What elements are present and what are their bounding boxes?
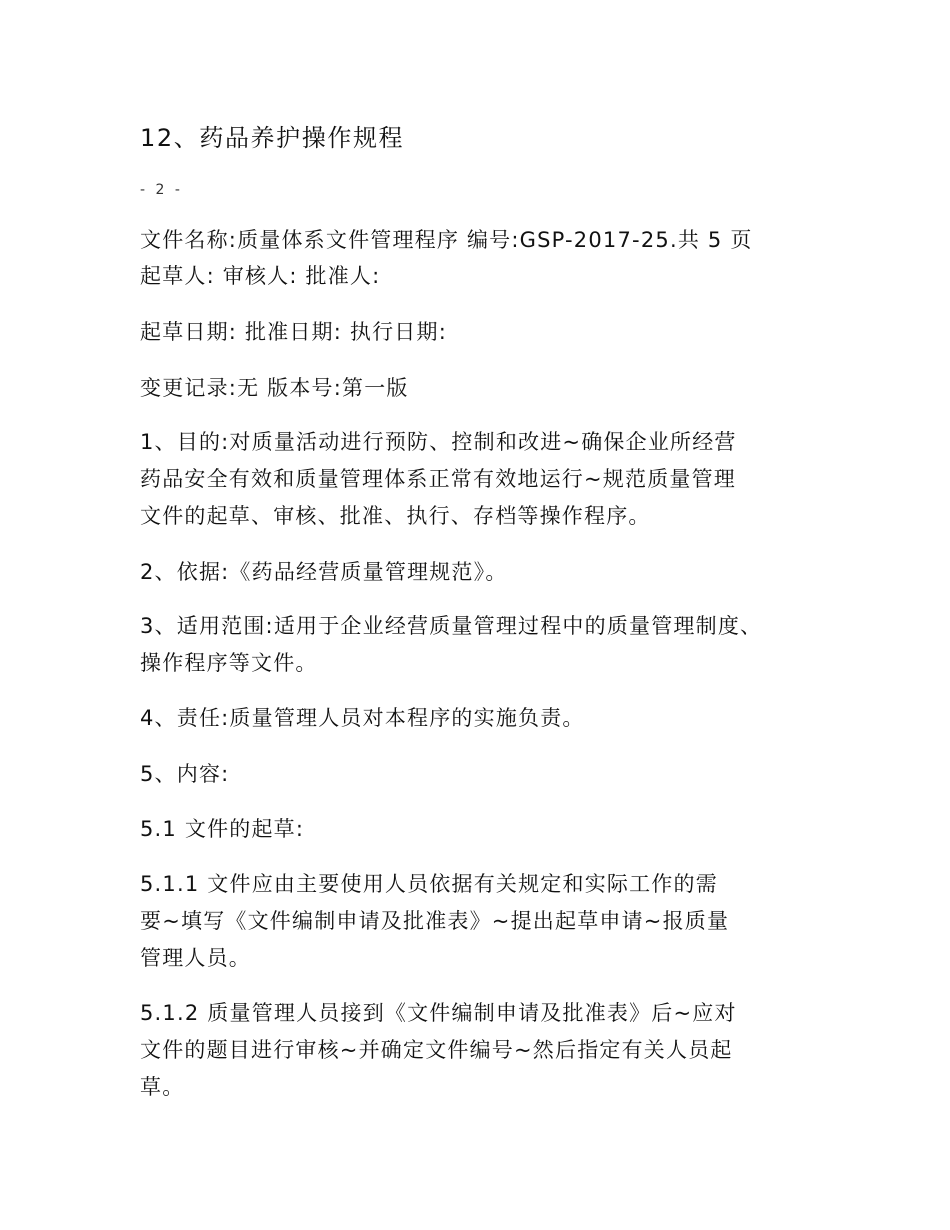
section-2: 2、依据:《药品经营质量管理规范》。 bbox=[140, 560, 508, 584]
section-5-1: 5.1 文件的起草: bbox=[140, 817, 305, 841]
section-3-line-2: 操作程序等文件。 bbox=[140, 651, 318, 675]
page-number: - 2 - bbox=[140, 182, 183, 198]
section-5-1-2-line-1: 5.1.2 质量管理人员接到《文件编制申请及批准表》后~应对 bbox=[140, 1001, 737, 1025]
section-5-1-1-line-3: 管理人员。 bbox=[140, 946, 251, 970]
section-5-1-1-line-2: 要~填写《文件编制申请及批准表》~提出起草申请~报质量 bbox=[140, 909, 730, 933]
section-1-line-2: 药品安全有效和质量管理体系正常有效地运行~规范质量管理 bbox=[140, 467, 736, 491]
section-1-line-1: 1、目的:对质量活动进行预防、控制和改进~确保企业所经营 bbox=[140, 430, 737, 454]
section-1-line-3: 文件的起草、审核、批准、执行、存档等操作程序。 bbox=[140, 504, 651, 528]
section-4: 4、责任:质量管理人员对本程序的实施负责。 bbox=[140, 706, 585, 730]
signers-line: 起草人: 审核人: 批准人: bbox=[140, 264, 381, 288]
revision-line: 变更记录:无 版本号:第一版 bbox=[140, 376, 409, 400]
document-title: 12、药品养护操作规程 bbox=[140, 124, 405, 152]
file-info-line: 文件名称:质量体系文件管理程序 编号:GSP-2017-25.共 5 页 bbox=[140, 228, 753, 252]
section-5-1-2-line-3: 草。 bbox=[140, 1075, 185, 1099]
section-5: 5、内容: bbox=[140, 762, 230, 786]
dates-line: 起草日期: 批准日期: 执行日期: bbox=[140, 320, 447, 344]
section-5-1-2-line-2: 文件的题目进行审核~并确定文件编号~然后指定有关人员起 bbox=[140, 1038, 733, 1062]
section-5-1-1-line-1: 5.1.1 文件应由主要使用人员依据有关规定和实际工作的需 bbox=[140, 872, 718, 896]
section-3-line-1: 3、适用范围:适用于企业经营质量管理过程中的质量管理制度、 bbox=[140, 614, 763, 638]
